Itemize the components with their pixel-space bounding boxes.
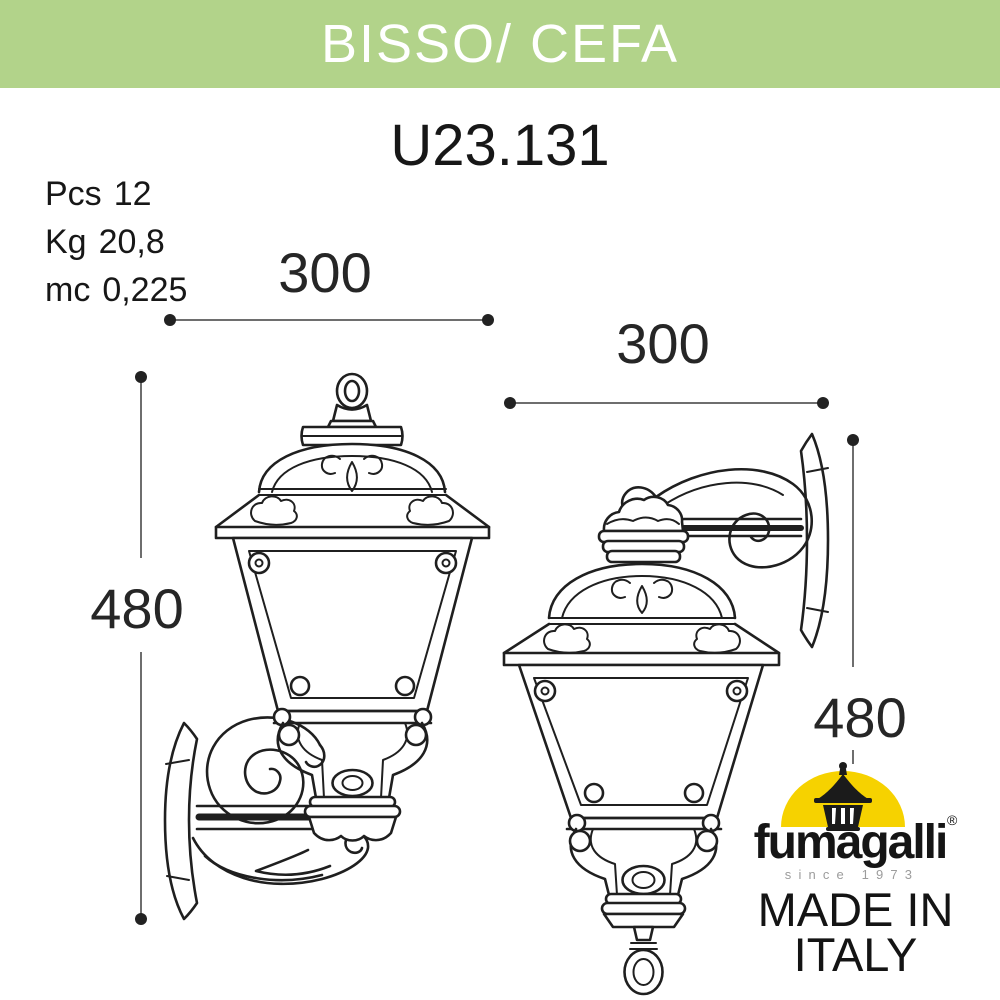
model-code: U23.131 (390, 113, 610, 178)
product-family-title: BISSO/ CEFA (320, 14, 680, 74)
dim-width-left: 300 (278, 241, 372, 304)
spec-pcs-label: Pcs (45, 175, 102, 213)
spec-mc-value: 0,225 (102, 271, 188, 309)
spec-pcs-value: 12 (113, 175, 152, 213)
dim-height-right: 480 (813, 686, 907, 749)
brand-tagline: since 1973 (784, 867, 920, 882)
registered-trademark-icon: ® (947, 812, 958, 828)
spec-kg-label: Kg (45, 223, 87, 261)
brand-logotype: fumagalli (753, 816, 947, 869)
spec-kg-value: 20,8 (98, 223, 165, 261)
made-in-line1: MADE IN (757, 883, 954, 936)
made-in-line2: ITALY (793, 928, 918, 981)
spec-mc-label: mc (45, 271, 91, 309)
dim-width-right: 300 (616, 312, 710, 375)
dim-height-left: 480 (90, 577, 184, 640)
left-fixture-drawing (165, 374, 489, 919)
